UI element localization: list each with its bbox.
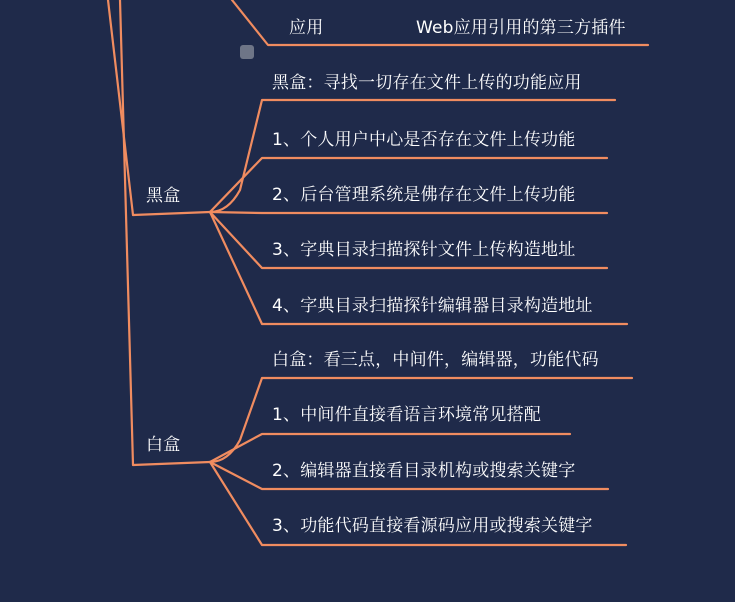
black-box-item-2: 2、后台管理系统是佛存在文件上传功能: [272, 185, 576, 205]
trunk-line-inner: [120, 0, 133, 465]
black-box-item-1: 1、个人用户中心是否存在文件上传功能: [272, 130, 576, 150]
black-box-node: 黑盒: [146, 186, 181, 206]
black-box-item-4: 4、字典目录扫描探针编辑器目录构造地址: [272, 296, 593, 316]
white-box-item-3: 3、功能代码直接看源码应用或搜索关键字: [272, 516, 593, 536]
cursor-artifact: [240, 45, 254, 59]
black-box-item-2-link: [210, 212, 607, 213]
top-row-label: 应用: [289, 18, 324, 38]
white-box-item-2: 2、编辑器直接看目录机构或搜索关键字: [272, 461, 576, 481]
white-box-item-1: 1、中间件直接看语言环境常见搭配: [272, 405, 542, 425]
top-row-detail: Web应用引用的第三方插件: [416, 18, 626, 38]
white-box-item-1-link: [210, 434, 570, 462]
white-box-heading: 白盒：看三点，中间件，编辑器，功能代码: [272, 350, 599, 370]
white-box-underline: [133, 462, 210, 465]
black-box-underline: [133, 212, 210, 215]
black-box-item-3: 3、字典目录扫描探针文件上传构造地址: [272, 240, 576, 260]
white-box-node: 白盒: [146, 435, 181, 455]
black-box-heading: 黑盒：寻找一切存在文件上传的功能应用: [272, 73, 582, 93]
